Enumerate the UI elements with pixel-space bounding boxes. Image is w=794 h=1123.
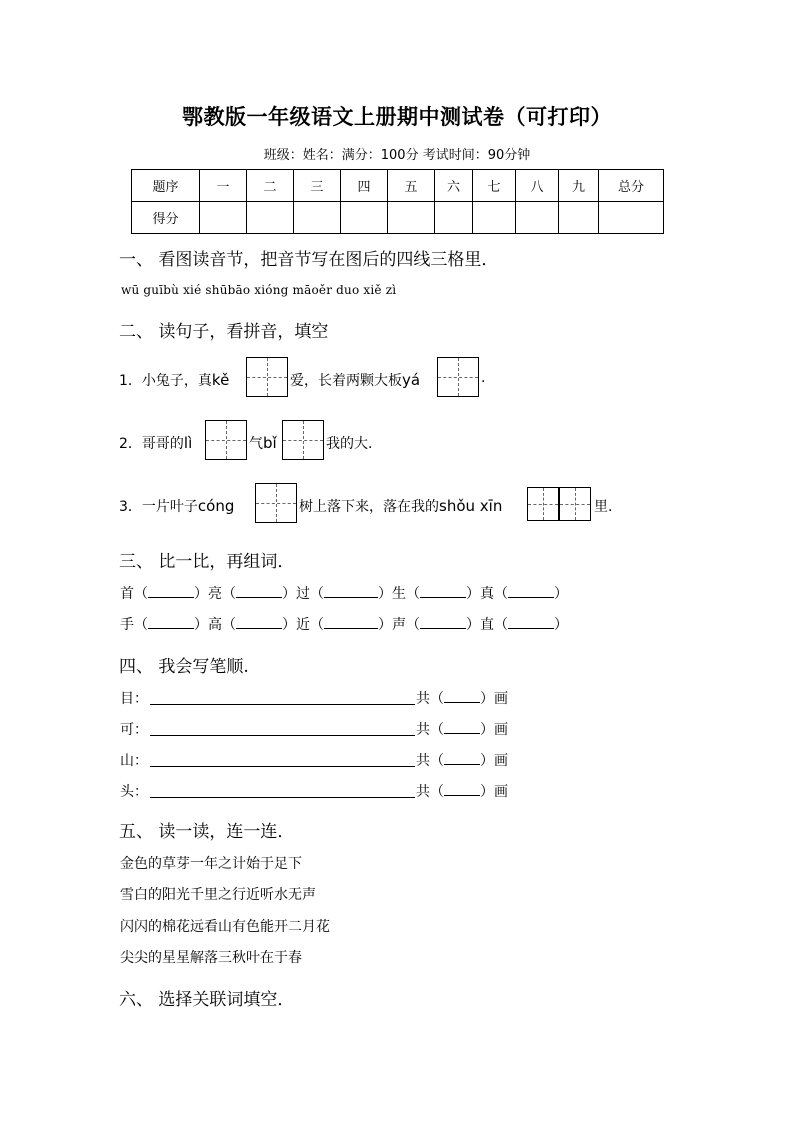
close-paren: ） bbox=[554, 617, 568, 633]
answer-blank[interactable] bbox=[508, 583, 554, 598]
section-3-heading: 三、 比一比，再组词． bbox=[119, 552, 295, 572]
stroke-count-suffix: ）画 bbox=[480, 691, 508, 707]
answer-blank[interactable] bbox=[508, 614, 554, 629]
question-1-end: . bbox=[481, 370, 486, 386]
question-text: 一片叶子 bbox=[141, 499, 198, 515]
word-char: 真 bbox=[480, 586, 494, 602]
score-cell[interactable] bbox=[473, 202, 516, 234]
stroke-count bbox=[416, 781, 508, 801]
stroke-order-line[interactable] bbox=[150, 797, 415, 798]
score-table-header-cell: 六 bbox=[435, 170, 473, 202]
score-table-header-cell: 七 bbox=[473, 170, 516, 202]
writing-grid-box[interactable] bbox=[205, 420, 247, 460]
open-paren: （ bbox=[134, 586, 148, 602]
stroke-count-suffix: ）画 bbox=[480, 722, 508, 738]
answer-blank[interactable] bbox=[236, 614, 282, 629]
answer-blank[interactable] bbox=[444, 750, 480, 765]
close-paren: ） bbox=[466, 586, 480, 602]
word-char: 亮 bbox=[208, 586, 222, 602]
pinyin-prompt: kě bbox=[211, 371, 230, 389]
writing-grid-box[interactable] bbox=[437, 357, 479, 397]
word-char: 近 bbox=[296, 617, 310, 633]
stroke-count-prefix: 共（ bbox=[416, 722, 444, 738]
matching-line: 闪闪的棉花远看山有色能开二月花 bbox=[120, 919, 330, 935]
stroke-count-prefix: 共（ bbox=[416, 784, 444, 800]
answer-blank[interactable] bbox=[148, 583, 194, 598]
answer-blank[interactable] bbox=[420, 583, 466, 598]
score-cell[interactable] bbox=[341, 202, 388, 234]
answer-blank[interactable] bbox=[444, 688, 480, 703]
score-table-header-cell: 题序 bbox=[132, 170, 200, 202]
question-3 bbox=[119, 496, 234, 516]
score-table-header-cell: 八 bbox=[516, 170, 559, 202]
word-char: 生 bbox=[392, 586, 406, 602]
score-cell[interactable] bbox=[435, 202, 473, 234]
score-table-header-cell: 一 bbox=[200, 170, 247, 202]
question-2-continued bbox=[249, 433, 277, 453]
question-text: 哥哥的 bbox=[141, 436, 184, 452]
question-text: 小兔子，真 bbox=[141, 373, 212, 389]
open-paren: （ bbox=[134, 617, 148, 633]
question-2-end: 我的大. bbox=[326, 436, 373, 452]
open-paren: （ bbox=[494, 617, 508, 633]
word-char: 手 bbox=[120, 617, 134, 633]
score-table-header-cell: 总分 bbox=[599, 170, 664, 202]
score-table-header-cell: 五 bbox=[388, 170, 435, 202]
question-number: 3． bbox=[119, 499, 142, 515]
score-table-score-row bbox=[132, 202, 664, 234]
question-3-continued bbox=[299, 496, 502, 516]
stroke-count-suffix: ）画 bbox=[480, 784, 508, 800]
stroke-order-label: 头： bbox=[120, 784, 148, 800]
section-1-heading: 一、 看图读音节，把音节写在图后的四线三格里． bbox=[119, 250, 499, 270]
close-paren: ） bbox=[282, 617, 296, 633]
question-2 bbox=[119, 433, 192, 453]
section-2-heading: 二、 读句子，看拼音，填空 bbox=[119, 322, 329, 342]
open-paren: （ bbox=[406, 586, 420, 602]
question-number: 1． bbox=[119, 373, 142, 389]
pinyin-prompt: lì bbox=[183, 434, 193, 452]
stroke-count-prefix: 共（ bbox=[416, 691, 444, 707]
close-paren: ） bbox=[466, 617, 480, 633]
open-paren: （ bbox=[310, 617, 324, 633]
word-char: 声 bbox=[392, 617, 406, 633]
stroke-order-label: 可： bbox=[120, 722, 148, 738]
open-paren: （ bbox=[406, 617, 420, 633]
question-1 bbox=[119, 370, 229, 390]
answer-blank[interactable] bbox=[444, 719, 480, 734]
word-group-row-2 bbox=[120, 614, 568, 634]
writing-grid-box[interactable] bbox=[282, 420, 324, 460]
question-text: 树上落下来，落在我的 bbox=[299, 499, 439, 515]
section-5-heading: 五、 读一读，连一连． bbox=[119, 822, 295, 842]
answer-blank[interactable] bbox=[236, 583, 282, 598]
score-cell[interactable] bbox=[559, 202, 599, 234]
word-char: 直 bbox=[480, 617, 494, 633]
word-group-row-1 bbox=[120, 583, 568, 603]
pinyin-prompt: cóng bbox=[197, 497, 235, 515]
open-paren: （ bbox=[222, 586, 236, 602]
open-paren: （ bbox=[494, 586, 508, 602]
section-4-heading: 四、 我会写笔顺. bbox=[119, 657, 249, 677]
score-cell[interactable] bbox=[200, 202, 247, 234]
stroke-count-prefix: 共（ bbox=[416, 753, 444, 769]
open-paren: （ bbox=[222, 617, 236, 633]
score-row-label: 得分 bbox=[132, 202, 200, 234]
pinyin-prompt: bǐ bbox=[263, 434, 277, 452]
close-paren: ） bbox=[378, 586, 392, 602]
answer-blank[interactable] bbox=[324, 614, 378, 629]
score-table bbox=[131, 169, 664, 234]
answer-blank[interactable] bbox=[420, 614, 466, 629]
stroke-order-line[interactable] bbox=[150, 704, 415, 705]
writing-grid-box[interactable] bbox=[559, 487, 591, 521]
open-paren: （ bbox=[310, 586, 324, 602]
pinyin-prompt: yá bbox=[402, 371, 421, 389]
score-table-header-cell: 四 bbox=[341, 170, 388, 202]
writing-grid-box[interactable] bbox=[246, 357, 288, 397]
stroke-count bbox=[416, 688, 508, 708]
close-paren: ） bbox=[554, 586, 568, 602]
stroke-order-label: 山： bbox=[120, 753, 148, 769]
score-table-header-cell: 二 bbox=[247, 170, 294, 202]
word-char: 高 bbox=[208, 617, 222, 633]
question-text: 气 bbox=[249, 436, 263, 452]
stroke-count-suffix: ）画 bbox=[480, 753, 508, 769]
close-paren: ） bbox=[378, 617, 392, 633]
score-cell[interactable] bbox=[247, 202, 294, 234]
writing-grid-box[interactable] bbox=[527, 487, 559, 521]
pinyin-prompt: shǒu xīn bbox=[439, 497, 503, 515]
close-paren: ） bbox=[282, 586, 296, 602]
stroke-order-label: 目： bbox=[120, 691, 148, 707]
page-title: 鄂教版一年级语文上册期中测试卷（可打印） bbox=[182, 104, 612, 129]
answer-blank[interactable] bbox=[324, 583, 378, 598]
score-table-header-cell: 九 bbox=[559, 170, 599, 202]
section-1-pinyin: wū guībù xié shūbāo xióng māoěr duo xiě zì bbox=[121, 283, 397, 297]
score-cell[interactable] bbox=[599, 202, 664, 234]
score-cell[interactable] bbox=[294, 202, 341, 234]
matching-line: 金色的草芽一年之计始于足下 bbox=[120, 856, 302, 872]
score-table-header-row bbox=[132, 170, 664, 202]
exam-info: 班级：姓名：满分：100分 考试时间：90分钟 bbox=[263, 148, 531, 163]
section-6-heading: 六、 选择关联词填空． bbox=[119, 990, 295, 1010]
score-cell[interactable] bbox=[388, 202, 435, 234]
matching-line: 尖尖的星星解落三秋叶在于春 bbox=[120, 950, 302, 966]
stroke-order-line[interactable] bbox=[150, 766, 415, 767]
question-1-continued bbox=[290, 370, 420, 390]
close-paren: ） bbox=[194, 586, 208, 602]
stroke-order-line[interactable] bbox=[150, 735, 415, 736]
answer-blank[interactable] bbox=[444, 781, 480, 796]
question-number: 2． bbox=[119, 436, 142, 452]
question-3-end: 里. bbox=[594, 499, 613, 515]
word-char: 过 bbox=[296, 586, 310, 602]
writing-grid-box[interactable] bbox=[255, 483, 297, 523]
question-text: 爱，长着两颗大板 bbox=[290, 373, 402, 389]
score-table-header-cell: 三 bbox=[294, 170, 341, 202]
stroke-count bbox=[416, 750, 508, 770]
word-char: 首 bbox=[120, 586, 134, 602]
score-cell[interactable] bbox=[516, 202, 559, 234]
answer-blank[interactable] bbox=[148, 614, 194, 629]
matching-line: 雪白的阳光千里之行近听水无声 bbox=[120, 887, 316, 903]
stroke-count bbox=[416, 719, 508, 739]
close-paren: ） bbox=[194, 617, 208, 633]
